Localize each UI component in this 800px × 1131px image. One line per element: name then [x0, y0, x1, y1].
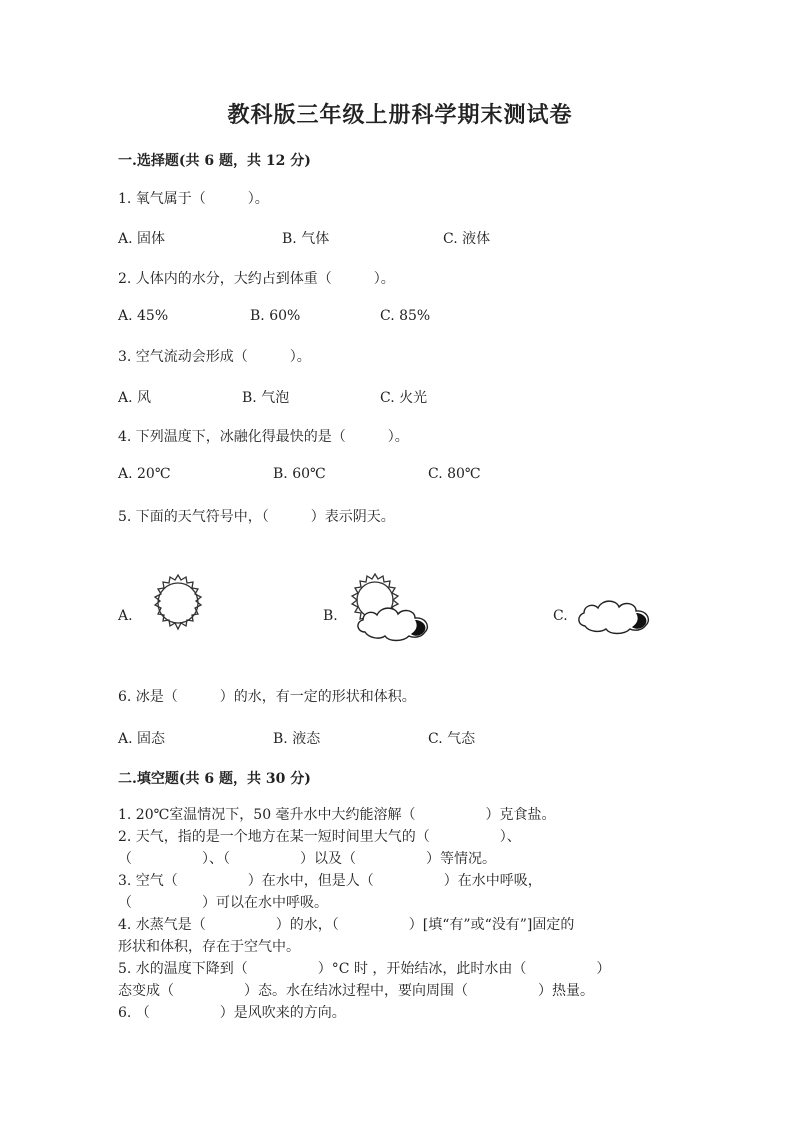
option-5c: C.	[553, 608, 568, 624]
option-1c: C. 液体	[443, 231, 491, 247]
question-3: 3. 空气流动会形成（ ）。	[118, 349, 311, 365]
option-4c: C. 80℃	[428, 466, 481, 482]
option-3c: C. 火光	[380, 390, 428, 406]
option-2b: B. 60%	[250, 308, 301, 324]
question-4: 4. 下列温度下，冰融化得最快的是（ ）。	[118, 429, 409, 445]
cloud-icon	[575, 592, 655, 638]
question-5: 5. 下面的天气符号中，（ ）表示阴天。	[118, 509, 395, 525]
question-2: 2. 人体内的水分，大约占到体重（ ）。	[118, 271, 395, 287]
sun-cloud-icon	[343, 570, 443, 646]
fill-line-1: 1. 20℃室温情况下，50 毫升水中大约能溶解（ ）克食盐。	[118, 807, 556, 823]
sun-icon	[143, 570, 213, 636]
fill-line-8: 5. 水的温度下降到（ ）°C 时 ，开始结冰，此时水由（ ）	[118, 961, 611, 977]
option-4b: B. 60℃	[273, 466, 326, 482]
option-5a: A.	[118, 608, 133, 624]
fill-line-4: 3. 空气（ ）在水中，但是人（ ）在水中呼吸，	[118, 873, 542, 889]
fill-line-9: 态变成（ ）态。水在结冰过程中，要向周围（ ）热量。	[118, 983, 594, 999]
question-1: 1. 氧气属于（ ）。	[118, 191, 269, 207]
option-3a: A. 风	[118, 390, 152, 406]
fill-line-10: 6. （ ）是风吹来的方向。	[118, 1005, 346, 1021]
option-5b: B.	[323, 608, 338, 624]
section-heading-fill: 二.填空题(共 6 题，共 30 分)	[118, 771, 311, 787]
option-6b: B. 液态	[273, 731, 321, 747]
option-1b: B. 气体	[282, 231, 330, 247]
fill-line-3: （ ）、（ ）以及（ ）等情况。	[118, 851, 496, 867]
option-2a: A. 45%	[118, 308, 169, 324]
fill-line-5: （ ）可以在水中呼吸。	[118, 895, 328, 911]
fill-line-7: 形状和体积，存在于空气中。	[118, 939, 300, 955]
fill-line-6: 4. 水蒸气是（ ）的水，（ ）[填“有”或“没有”]固定的	[118, 917, 575, 933]
option-2c: C. 85%	[380, 308, 431, 324]
page-title: 教科版三年级上册科学期末测试卷	[227, 102, 573, 128]
option-3b: B. 气泡	[242, 390, 290, 406]
option-1a: A. 固体	[118, 231, 166, 247]
option-6c: C. 气态	[428, 731, 476, 747]
option-6a: A. 固态	[118, 731, 166, 747]
option-4a: A. 20℃	[118, 466, 171, 482]
question-6: 6. 冰是（ ）的水，有一定的形状和体积。	[118, 689, 416, 705]
fill-line-2: 2. 天气，指的是一个地方在某一短时间里大气的（ ）、	[118, 829, 521, 845]
section-heading-choice: 一.选择题(共 6 题，共 12 分)	[118, 153, 311, 169]
